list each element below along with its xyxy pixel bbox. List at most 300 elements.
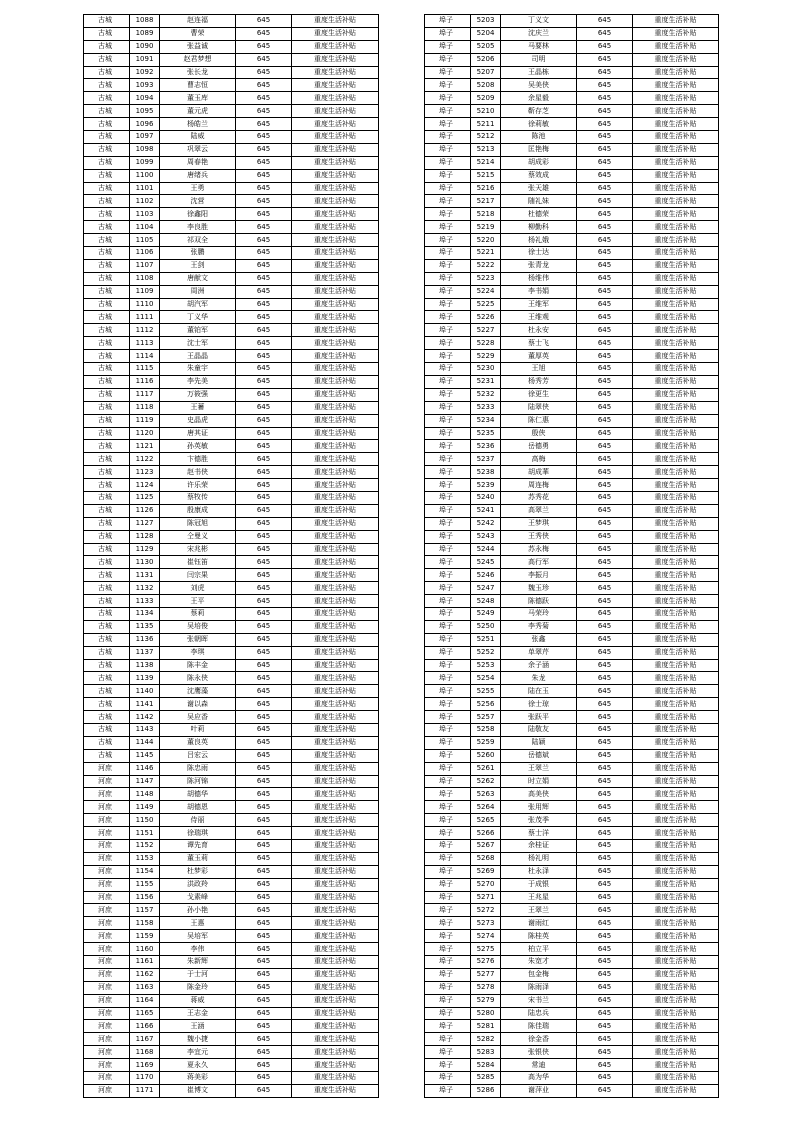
number-cell: 1167 <box>130 1033 160 1046</box>
type-cell: 重度生活补贴 <box>633 453 719 466</box>
amount-cell: 645 <box>577 543 633 556</box>
town-cell: 埠子 <box>425 1020 471 1033</box>
table-row <box>425 736 719 749</box>
number-cell: 5255 <box>471 685 501 698</box>
number-cell: 1126 <box>130 504 160 517</box>
number-cell: 1123 <box>130 466 160 479</box>
town-cell: 河庶 <box>84 801 130 814</box>
number-cell: 5213 <box>471 143 501 156</box>
table-row <box>84 762 379 775</box>
name-cell: 徐士琼 <box>501 698 577 711</box>
name-cell: 张益诚 <box>160 40 236 53</box>
name-cell: 陈永侠 <box>160 672 236 685</box>
type-cell: 重度生活补贴 <box>633 517 719 530</box>
name-cell: 李琪 <box>160 646 236 659</box>
type-cell: 重度生活补贴 <box>292 195 379 208</box>
table-row <box>425 569 719 582</box>
table-row <box>425 259 719 272</box>
amount-cell: 645 <box>236 1084 292 1097</box>
type-cell: 重度生活补贴 <box>292 143 379 156</box>
town-cell: 埠子 <box>425 956 471 969</box>
amount-cell: 645 <box>577 865 633 878</box>
type-cell: 重度生活补贴 <box>292 491 379 504</box>
town-cell: 古城 <box>84 324 130 337</box>
amount-cell: 645 <box>577 259 633 272</box>
name-cell: 高美侠 <box>501 788 577 801</box>
town-cell: 古城 <box>84 247 130 260</box>
type-cell: 重度生活补贴 <box>292 169 379 182</box>
amount-cell: 645 <box>577 272 633 285</box>
name-cell: 李伟 <box>160 943 236 956</box>
name-cell: 司明 <box>501 53 577 66</box>
town-cell: 古城 <box>84 118 130 131</box>
name-cell: 张青龙 <box>501 259 577 272</box>
number-cell: 1108 <box>130 272 160 285</box>
town-cell: 埠子 <box>425 375 471 388</box>
table-row <box>425 195 719 208</box>
town-cell: 河庶 <box>84 956 130 969</box>
number-cell: 1105 <box>130 234 160 247</box>
town-cell: 古城 <box>84 272 130 285</box>
amount-cell: 645 <box>577 388 633 401</box>
town-cell: 埠子 <box>425 685 471 698</box>
name-cell: 李秀菊 <box>501 620 577 633</box>
town-cell: 古城 <box>84 646 130 659</box>
table-row <box>84 672 379 685</box>
table-row <box>84 723 379 736</box>
table-row <box>425 930 719 943</box>
type-cell: 重度生活补贴 <box>292 852 379 865</box>
name-cell: 张银侠 <box>501 1046 577 1059</box>
name-cell: 柏立平 <box>501 943 577 956</box>
amount-cell: 645 <box>577 775 633 788</box>
type-cell: 重度生活补贴 <box>633 427 719 440</box>
type-cell: 重度生活补贴 <box>292 234 379 247</box>
type-cell: 重度生活补贴 <box>292 1020 379 1033</box>
type-cell: 重度生活补贴 <box>292 1046 379 1059</box>
amount-cell: 645 <box>577 466 633 479</box>
town-cell: 古城 <box>84 466 130 479</box>
number-cell: 1166 <box>130 1020 160 1033</box>
table-row <box>425 723 719 736</box>
table-row <box>425 247 719 260</box>
amount-cell: 645 <box>236 414 292 427</box>
name-cell: 杨维伟 <box>501 272 577 285</box>
name-cell: 丁义华 <box>160 311 236 324</box>
type-cell: 重度生活补贴 <box>633 530 719 543</box>
table-row <box>425 827 719 840</box>
number-cell: 1119 <box>130 414 160 427</box>
name-cell: 余桂证 <box>501 840 577 853</box>
number-cell: 5238 <box>471 466 501 479</box>
type-cell: 重度生活补贴 <box>633 659 719 672</box>
amount-cell: 645 <box>236 891 292 904</box>
type-cell: 重度生活补贴 <box>292 968 379 981</box>
number-cell: 5220 <box>471 234 501 247</box>
number-cell: 5225 <box>471 298 501 311</box>
name-cell: 于成银 <box>501 878 577 891</box>
type-cell: 重度生活补贴 <box>633 891 719 904</box>
number-cell: 5210 <box>471 105 501 118</box>
name-cell: 张茂季 <box>501 814 577 827</box>
town-cell: 埠子 <box>425 620 471 633</box>
number-cell: 1129 <box>130 543 160 556</box>
table-row <box>425 956 719 969</box>
amount-cell: 645 <box>236 981 292 994</box>
type-cell: 重度生活补贴 <box>633 840 719 853</box>
name-cell: 高行军 <box>501 556 577 569</box>
town-cell: 埠子 <box>425 827 471 840</box>
table-row <box>425 698 719 711</box>
number-cell: 5227 <box>471 324 501 337</box>
type-cell: 重度生活补贴 <box>633 543 719 556</box>
table-row <box>84 1059 379 1072</box>
type-cell: 重度生活补贴 <box>292 956 379 969</box>
number-cell: 5204 <box>471 27 501 40</box>
type-cell: 重度生活补贴 <box>292 878 379 891</box>
name-cell: 沈士军 <box>160 337 236 350</box>
number-cell: 1154 <box>130 865 160 878</box>
amount-cell: 645 <box>577 440 633 453</box>
table-row <box>425 711 719 724</box>
name-cell: 胡成彩 <box>501 156 577 169</box>
type-cell: 重度生活补贴 <box>292 414 379 427</box>
right-table-body <box>425 15 719 1098</box>
town-cell: 河庶 <box>84 840 130 853</box>
name-cell: 蒋美彩 <box>160 1072 236 1085</box>
type-cell: 重度生活补贴 <box>633 27 719 40</box>
amount-cell: 645 <box>236 375 292 388</box>
town-cell: 埠子 <box>425 788 471 801</box>
number-cell: 5271 <box>471 891 501 904</box>
amount-cell: 645 <box>577 891 633 904</box>
number-cell: 1103 <box>130 208 160 221</box>
type-cell: 重度生活补贴 <box>633 311 719 324</box>
type-cell: 重度生活补贴 <box>633 131 719 144</box>
town-cell: 古城 <box>84 311 130 324</box>
number-cell: 1146 <box>130 762 160 775</box>
town-cell: 古城 <box>84 40 130 53</box>
type-cell: 重度生活补贴 <box>633 479 719 492</box>
amount-cell: 645 <box>236 466 292 479</box>
number-cell: 1115 <box>130 363 160 376</box>
amount-cell: 645 <box>577 79 633 92</box>
amount-cell: 645 <box>236 1072 292 1085</box>
type-cell: 重度生活补贴 <box>633 221 719 234</box>
town-cell: 古城 <box>84 53 130 66</box>
amount-cell: 645 <box>236 298 292 311</box>
type-cell: 重度生活补贴 <box>292 337 379 350</box>
table-row <box>425 375 719 388</box>
amount-cell: 645 <box>236 698 292 711</box>
town-cell: 埠子 <box>425 736 471 749</box>
type-cell: 重度生活补贴 <box>633 723 719 736</box>
amount-cell: 645 <box>236 479 292 492</box>
amount-cell: 645 <box>236 646 292 659</box>
table-row <box>84 388 379 401</box>
number-cell: 1090 <box>130 40 160 53</box>
table-row <box>84 530 379 543</box>
type-cell: 重度生活补贴 <box>292 1072 379 1085</box>
town-cell: 埠子 <box>425 272 471 285</box>
table-row <box>84 92 379 105</box>
name-cell: 王蓄 <box>160 401 236 414</box>
left-table-body <box>84 15 379 1098</box>
town-cell: 河庶 <box>84 1007 130 1020</box>
name-cell: 史晶虎 <box>160 414 236 427</box>
table-row <box>425 131 719 144</box>
town-cell: 埠子 <box>425 1033 471 1046</box>
number-cell: 1092 <box>130 66 160 79</box>
amount-cell: 645 <box>577 749 633 762</box>
name-cell: 孙小艳 <box>160 904 236 917</box>
amount-cell: 645 <box>236 337 292 350</box>
number-cell: 5205 <box>471 40 501 53</box>
name-cell: 谢雨红 <box>501 917 577 930</box>
name-cell: 戈素峰 <box>160 891 236 904</box>
amount-cell: 645 <box>577 840 633 853</box>
table-row <box>425 156 719 169</box>
amount-cell: 645 <box>236 182 292 195</box>
amount-cell: 645 <box>236 711 292 724</box>
amount-cell: 645 <box>236 491 292 504</box>
name-cell: 董厚英 <box>501 350 577 363</box>
number-cell: 1160 <box>130 943 160 956</box>
amount-cell: 645 <box>577 504 633 517</box>
amount-cell: 645 <box>577 66 633 79</box>
type-cell: 重度生活补贴 <box>633 633 719 646</box>
type-cell: 重度生活补贴 <box>292 646 379 659</box>
number-cell: 1114 <box>130 350 160 363</box>
table-row <box>84 453 379 466</box>
name-cell: 张朝晖 <box>160 633 236 646</box>
table-row <box>84 659 379 672</box>
table-row <box>425 504 719 517</box>
table-row <box>84 878 379 891</box>
amount-cell: 645 <box>577 1084 633 1097</box>
number-cell: 5248 <box>471 595 501 608</box>
town-cell: 埠子 <box>425 878 471 891</box>
number-cell: 5257 <box>471 711 501 724</box>
number-cell: 1094 <box>130 92 160 105</box>
name-cell: 于士河 <box>160 968 236 981</box>
name-cell: 王惠 <box>160 917 236 930</box>
town-cell: 埠子 <box>425 324 471 337</box>
town-cell: 古城 <box>84 169 130 182</box>
town-cell: 埠子 <box>425 930 471 943</box>
type-cell: 重度生活补贴 <box>292 943 379 956</box>
town-cell: 埠子 <box>425 943 471 956</box>
name-cell: 陈池 <box>501 131 577 144</box>
table-row <box>84 272 379 285</box>
amount-cell: 645 <box>577 92 633 105</box>
amount-cell: 645 <box>577 968 633 981</box>
number-cell: 5236 <box>471 440 501 453</box>
amount-cell: 645 <box>236 595 292 608</box>
type-cell: 重度生活补贴 <box>292 79 379 92</box>
amount-cell: 645 <box>236 40 292 53</box>
table-row <box>425 363 719 376</box>
type-cell: 重度生活补贴 <box>292 375 379 388</box>
town-cell: 埠子 <box>425 504 471 517</box>
number-cell: 1098 <box>130 143 160 156</box>
table-row <box>84 118 379 131</box>
amount-cell: 645 <box>236 633 292 646</box>
name-cell: 陈雨泽 <box>501 981 577 994</box>
amount-cell: 645 <box>236 814 292 827</box>
type-cell: 重度生活补贴 <box>633 930 719 943</box>
town-cell: 古城 <box>84 672 130 685</box>
name-cell: 周春艳 <box>160 156 236 169</box>
number-cell: 5277 <box>471 968 501 981</box>
name-cell: 常迪 <box>501 1059 577 1072</box>
town-cell: 河庶 <box>84 968 130 981</box>
type-cell: 重度生活补贴 <box>292 388 379 401</box>
number-cell: 1130 <box>130 556 160 569</box>
number-cell: 1133 <box>130 595 160 608</box>
name-cell: 赵书侠 <box>160 466 236 479</box>
amount-cell: 645 <box>577 814 633 827</box>
type-cell: 重度生活补贴 <box>292 788 379 801</box>
amount-cell: 645 <box>577 234 633 247</box>
number-cell: 1147 <box>130 775 160 788</box>
number-cell: 5280 <box>471 1007 501 1020</box>
town-cell: 埠子 <box>425 388 471 401</box>
table-row <box>84 79 379 92</box>
table-row <box>425 646 719 659</box>
type-cell: 重度生活补贴 <box>633 685 719 698</box>
town-cell: 埠子 <box>425 865 471 878</box>
name-cell: 陆颖 <box>501 736 577 749</box>
town-cell: 埠子 <box>425 427 471 440</box>
name-cell: 董元虎 <box>160 105 236 118</box>
name-cell: 徐莉敏 <box>501 118 577 131</box>
town-cell: 埠子 <box>425 491 471 504</box>
table-row <box>84 491 379 504</box>
town-cell: 古城 <box>84 375 130 388</box>
number-cell: 1153 <box>130 852 160 865</box>
amount-cell: 645 <box>577 930 633 943</box>
town-cell: 埠子 <box>425 53 471 66</box>
name-cell: 侍丽 <box>160 814 236 827</box>
table-row <box>425 1020 719 1033</box>
number-cell: 5252 <box>471 646 501 659</box>
table-row <box>84 620 379 633</box>
table-row <box>425 840 719 853</box>
number-cell: 1136 <box>130 633 160 646</box>
number-cell: 1088 <box>130 15 160 28</box>
town-cell: 古城 <box>84 414 130 427</box>
type-cell: 重度生活补贴 <box>292 930 379 943</box>
table-row <box>425 685 719 698</box>
amount-cell: 645 <box>236 15 292 28</box>
number-cell: 1099 <box>130 156 160 169</box>
type-cell: 重度生活补贴 <box>292 350 379 363</box>
table-row <box>84 968 379 981</box>
table-row <box>425 814 719 827</box>
town-cell: 河庶 <box>84 1033 130 1046</box>
amount-cell: 645 <box>236 440 292 453</box>
number-cell: 5224 <box>471 285 501 298</box>
name-cell: 包金梅 <box>501 968 577 981</box>
table-row <box>425 401 719 414</box>
table-row <box>84 1007 379 1020</box>
town-cell: 埠子 <box>425 105 471 118</box>
name-cell: 徐士达 <box>501 247 577 260</box>
name-cell: 吴培军 <box>160 930 236 943</box>
amount-cell: 645 <box>236 723 292 736</box>
type-cell: 重度生活补贴 <box>633 363 719 376</box>
number-cell: 5264 <box>471 801 501 814</box>
table-row <box>84 27 379 40</box>
name-cell: 匡艳梅 <box>501 143 577 156</box>
town-cell: 古城 <box>84 543 130 556</box>
amount-cell: 645 <box>236 92 292 105</box>
name-cell: 陆翠侠 <box>501 401 577 414</box>
type-cell: 重度生活补贴 <box>633 698 719 711</box>
name-cell: 杜永安 <box>501 324 577 337</box>
town-cell: 古城 <box>84 66 130 79</box>
amount-cell: 645 <box>236 1059 292 1072</box>
name-cell: 张鑫 <box>501 633 577 646</box>
amount-cell: 645 <box>236 504 292 517</box>
number-cell: 5232 <box>471 388 501 401</box>
table-row <box>425 479 719 492</box>
table-row <box>84 440 379 453</box>
amount-cell: 645 <box>236 388 292 401</box>
name-cell: 周洲 <box>160 285 236 298</box>
table-row <box>84 156 379 169</box>
amount-cell: 645 <box>236 350 292 363</box>
town-cell: 古城 <box>84 131 130 144</box>
amount-cell: 645 <box>236 234 292 247</box>
name-cell: 陈丰金 <box>160 659 236 672</box>
town-cell: 埠子 <box>425 607 471 620</box>
name-cell: 徐更生 <box>501 388 577 401</box>
type-cell: 重度生活补贴 <box>633 956 719 969</box>
amount-cell: 645 <box>577 118 633 131</box>
amount-cell: 645 <box>236 118 292 131</box>
type-cell: 重度生活补贴 <box>292 1084 379 1097</box>
table-row <box>84 324 379 337</box>
name-cell: 张跃平 <box>501 711 577 724</box>
number-cell: 5231 <box>471 375 501 388</box>
number-cell: 1143 <box>130 723 160 736</box>
number-cell: 5286 <box>471 1084 501 1097</box>
number-cell: 5209 <box>471 92 501 105</box>
type-cell: 重度生活补贴 <box>633 917 719 930</box>
town-cell: 古城 <box>84 556 130 569</box>
table-row <box>84 943 379 956</box>
amount-cell: 645 <box>577 169 633 182</box>
table-row <box>84 556 379 569</box>
name-cell: 丁义文 <box>501 15 577 28</box>
number-cell: 1132 <box>130 582 160 595</box>
table-row <box>84 15 379 28</box>
town-cell: 河庶 <box>84 891 130 904</box>
town-cell: 河庶 <box>84 762 130 775</box>
type-cell: 重度生活补贴 <box>633 1084 719 1097</box>
type-cell: 重度生活补贴 <box>292 440 379 453</box>
amount-cell: 645 <box>577 1033 633 1046</box>
table-row <box>425 556 719 569</box>
name-cell: 王翠兰 <box>501 904 577 917</box>
table-row <box>425 169 719 182</box>
table-row <box>425 659 719 672</box>
name-cell: 吴应香 <box>160 711 236 724</box>
amount-cell: 645 <box>577 298 633 311</box>
amount-cell: 645 <box>577 595 633 608</box>
